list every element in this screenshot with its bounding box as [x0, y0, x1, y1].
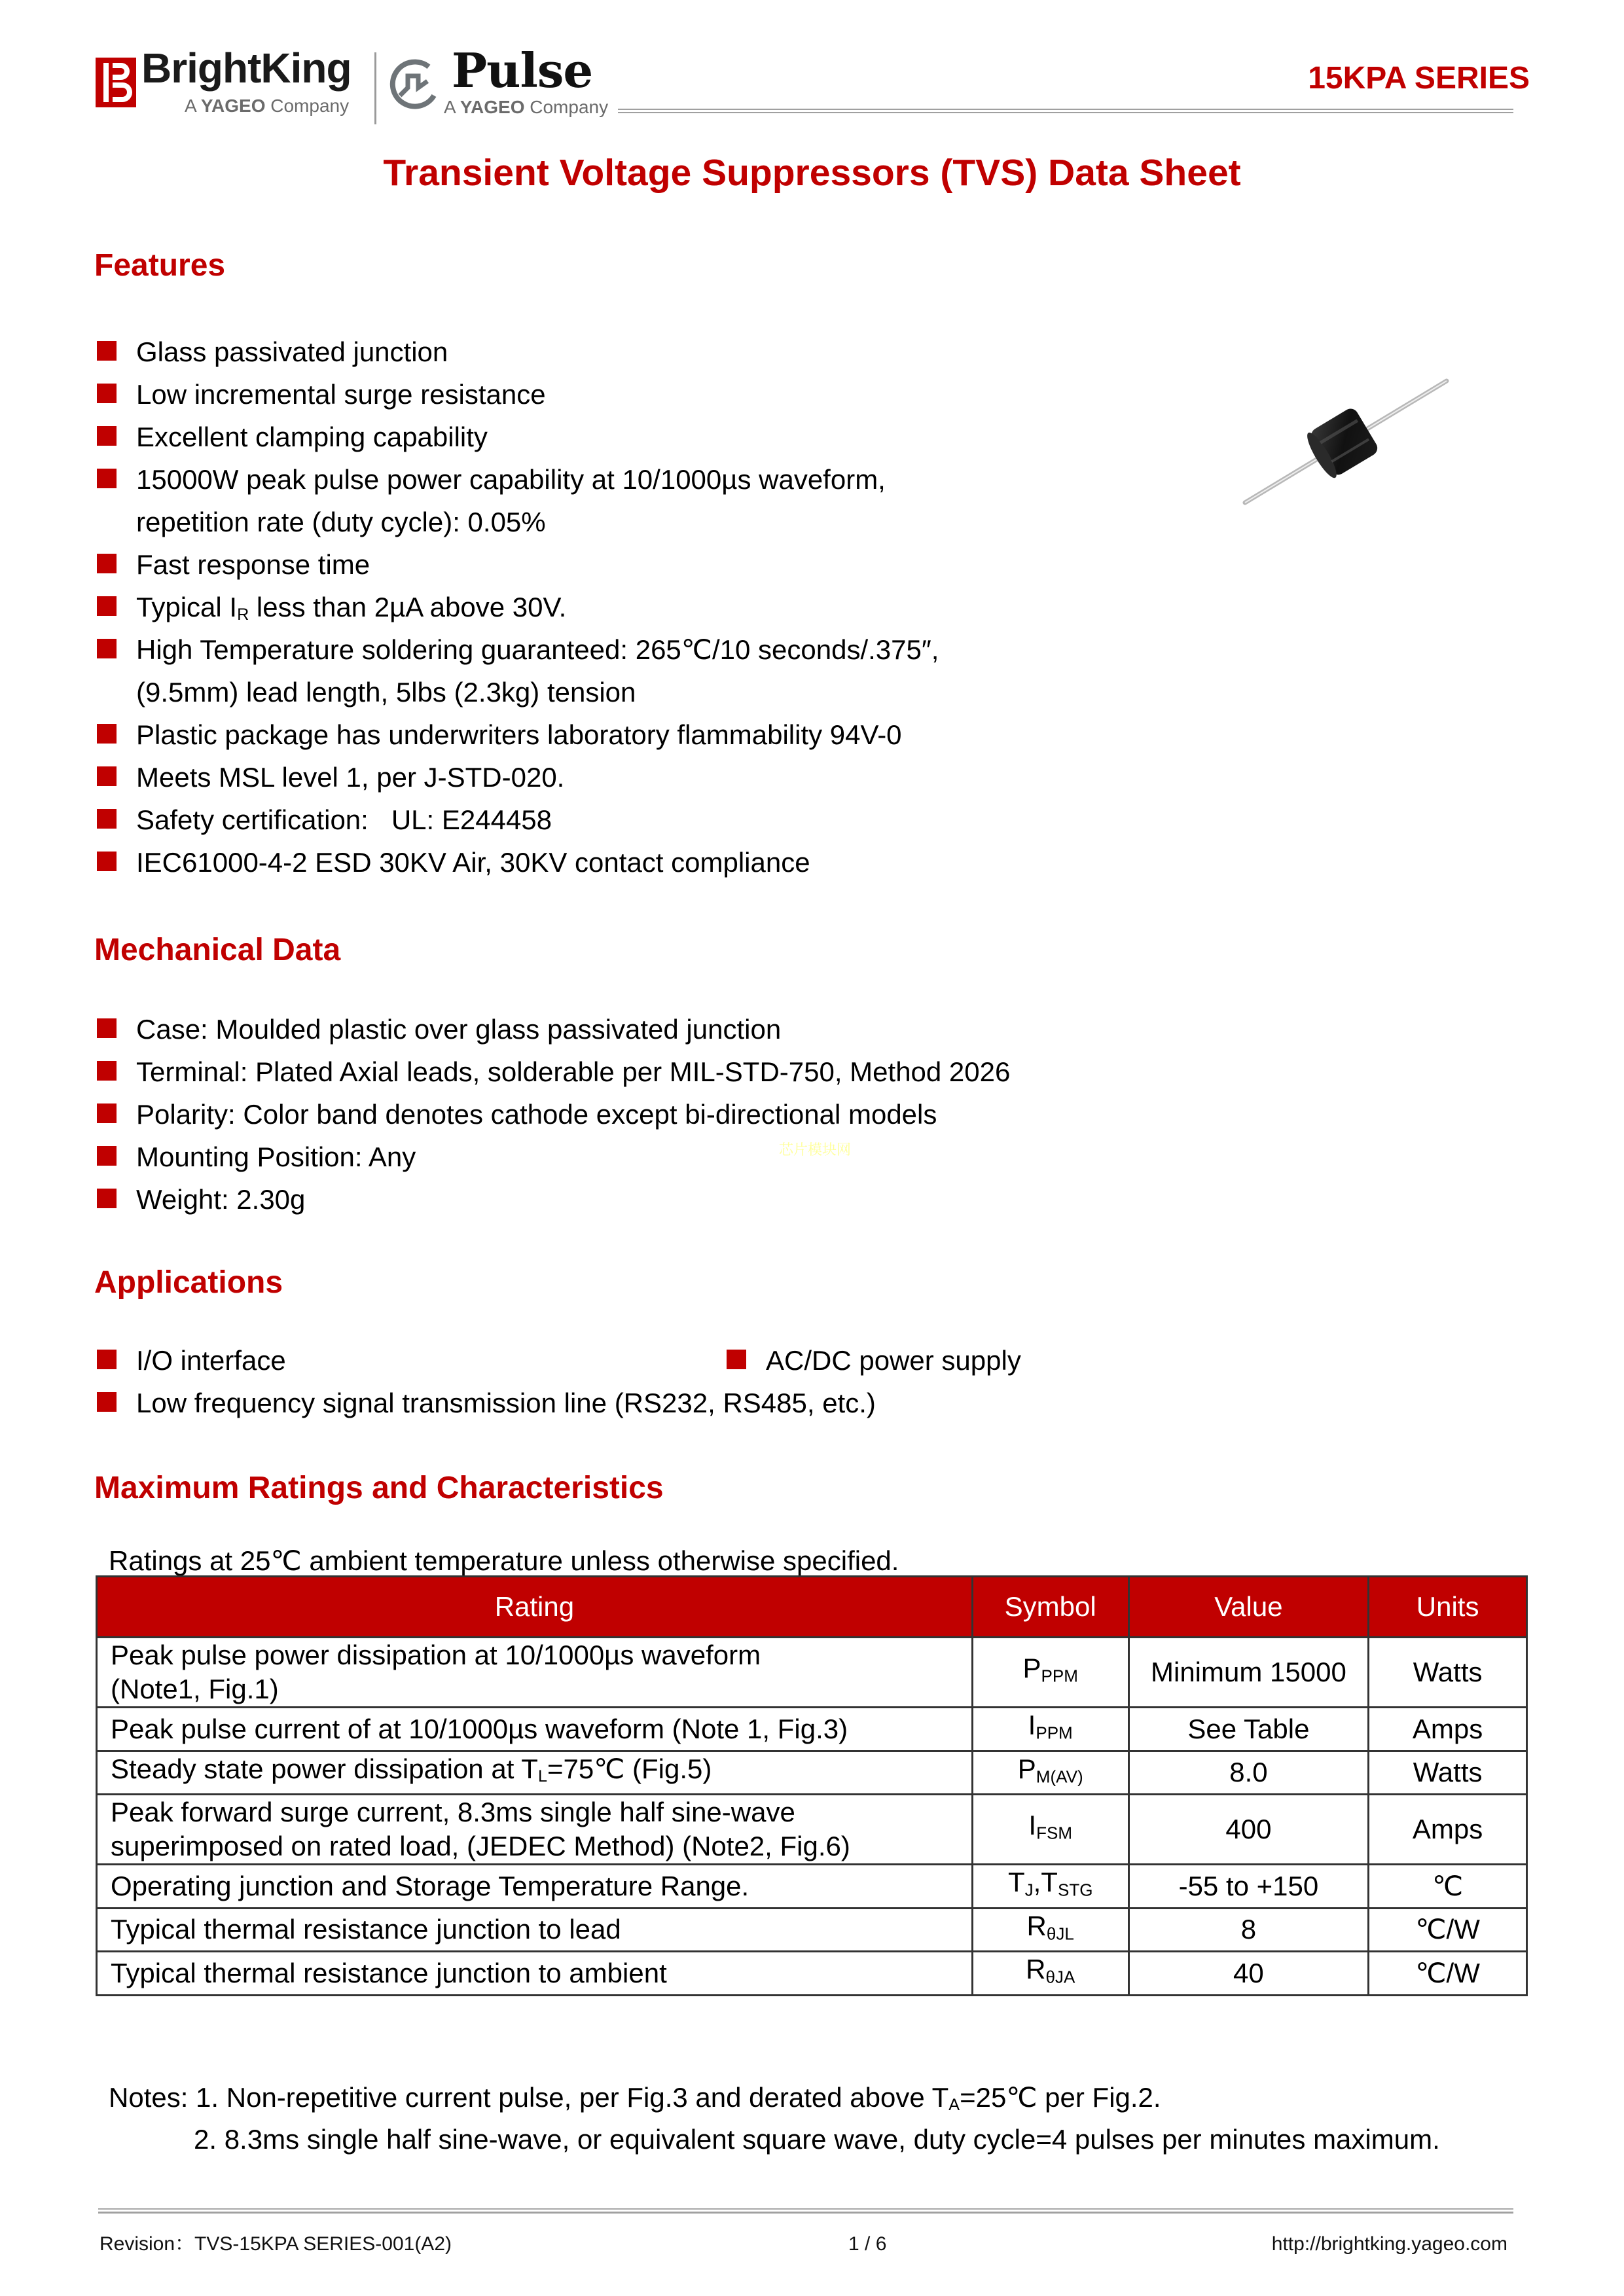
- footer-revision: Revision：TVS-15KPA SERIES-001(A2): [99, 2233, 452, 2255]
- table-row: [97, 1638, 1527, 1708]
- diode-product-image: [1231, 353, 1466, 517]
- feature-item: Meets MSL level 1, per J-STD-020.: [97, 756, 939, 798]
- pulse-logo-subtitle: A YAGEO Company: [444, 97, 609, 117]
- value-cell: See Table: [1128, 1708, 1369, 1751]
- units-cell: Watts: [1369, 1751, 1527, 1795]
- symbol-cell: IFSM: [972, 1795, 1128, 1865]
- rating-cell: Peak pulse current of at 10/1000µs waveform (Note 1, Fig.3): [97, 1708, 973, 1751]
- bullet-square-icon: [97, 1061, 117, 1081]
- table-row: [97, 1865, 1527, 1909]
- applications-list-col2: [727, 1339, 1021, 1382]
- bullet-square-icon: [97, 596, 117, 616]
- column-header-value: Value: [1128, 1577, 1369, 1638]
- value-cell: 8: [1128, 1908, 1369, 1952]
- ratings-caption: Ratings at 25℃ ambient temperature unless otherwise specified.: [109, 1545, 899, 1576]
- symbol-cell: IPPM: [972, 1708, 1128, 1751]
- mechanical-item: Mounting Position: Any: [97, 1136, 1010, 1178]
- bullet-square-icon: [97, 1350, 117, 1369]
- application-item: I/O interface: [97, 1339, 876, 1382]
- footer-url-link[interactable]: http://brightking.yageo.com: [1271, 2233, 1507, 2255]
- column-header-rating: Rating: [97, 1577, 973, 1638]
- mechanical-item: Polarity: Color band denotes cathode except bi-directional models: [97, 1093, 1010, 1136]
- bullet-square-icon: [97, 426, 117, 446]
- units-cell: Amps: [1369, 1795, 1527, 1865]
- mechanical-item: Case: Moulded plastic over glass passivated junction: [97, 1008, 1010, 1050]
- bullet-square-icon: [97, 852, 117, 871]
- units-cell: ℃/W: [1369, 1908, 1527, 1952]
- value-cell: 400: [1128, 1795, 1369, 1865]
- applications-heading: Applications: [94, 1265, 283, 1300]
- value-cell: 8.0: [1128, 1751, 1369, 1795]
- symbol-cell: RθJL: [972, 1908, 1128, 1952]
- table-row: [97, 1952, 1527, 1996]
- feature-item: IEC61000-4-2 ESD 30KV Air, 30KV contact compliance: [97, 841, 939, 884]
- bullet-square-icon: [97, 1018, 117, 1038]
- units-cell: ℃: [1369, 1865, 1527, 1909]
- bullet-square-icon: [97, 384, 117, 403]
- features-list: [97, 331, 939, 884]
- bullet-square-icon: [97, 809, 117, 829]
- brightking-logo-subtitle: A YAGEO Company: [185, 96, 350, 116]
- symbol-cell: PPPM: [972, 1638, 1128, 1708]
- rating-cell: Operating junction and Storage Temperature Range.: [97, 1865, 973, 1909]
- note-1: Notes: 1. Non-repetitive current pulse, per Fig.3 and derated above $T_A=25℃$ per Fig.2.: [109, 2082, 1161, 2115]
- feature-item: High Temperature soldering guaranteed: 265℃/10 seconds/.375″, (9.5mm) lead length, 5lbs (2.3kg) tension: [97, 628, 939, 713]
- feature-item: Glass passivated junction: [97, 331, 939, 373]
- feature-item: 15000W peak pulse power capability at 10/1000µs waveform, repetition rate (duty cycle): 0.05%: [97, 458, 939, 543]
- units-cell: ℃/W: [1369, 1952, 1527, 1996]
- brightking-logo-text: BrightKing: [141, 45, 352, 92]
- feature-item: Low incremental surge resistance: [97, 373, 939, 416]
- series-title: 15KPA SERIES: [1308, 61, 1530, 96]
- column-header-units: Units: [1369, 1577, 1527, 1638]
- bullet-square-icon: [97, 554, 117, 573]
- feature-item: Fast response time: [97, 543, 939, 586]
- logo-divider: [374, 52, 376, 124]
- table-row: [97, 1751, 1527, 1795]
- footer-page-number: 1 / 6: [848, 2233, 887, 2255]
- bullet-square-icon: [97, 469, 117, 488]
- bullet-square-icon: [97, 766, 117, 786]
- bullet-square-icon: [97, 1146, 117, 1166]
- mechanical-item: Weight: 2.30g: [97, 1178, 1010, 1221]
- value-cell: Minimum 15000: [1128, 1638, 1369, 1708]
- table-row: [97, 1708, 1527, 1751]
- table-row: [97, 1908, 1527, 1952]
- pulse-logo-text: Pulse: [452, 43, 593, 98]
- symbol-cell: PM(AV): [972, 1751, 1128, 1795]
- bullet-square-icon: [97, 724, 117, 744]
- symbol-cell: TJ,TSTG: [972, 1865, 1128, 1909]
- rating-cell: Steady state power dissipation at $T_L=75℃$ (Fig.5): [97, 1751, 973, 1795]
- mechanical-heading: Mechanical Data: [94, 933, 341, 967]
- feature-item: Typical $I_R$ less than 2µA above 30V.: [97, 586, 939, 628]
- units-cell: Amps: [1369, 1708, 1527, 1751]
- bullet-square-icon: [97, 1392, 117, 1412]
- features-heading: Features: [94, 248, 226, 283]
- feature-item: Plastic package has underwriters laboratory flammability 94V-0: [97, 713, 939, 756]
- ratings-heading: Maximum Ratings and Characteristics: [94, 1471, 664, 1505]
- rating-cell: Peak forward surge current, 8.3ms single half sine-wave superimposed on rated load, (JEDEC Method) (Note2, Fig.6): [97, 1795, 973, 1865]
- footer-divider: [98, 2208, 1513, 2214]
- mechanical-list: [97, 1008, 1010, 1221]
- bullet-square-icon: [97, 1189, 117, 1208]
- document-title: Transient Voltage Suppressors (TVS) Data Sheet: [383, 152, 1241, 194]
- header-divider: [618, 109, 1513, 113]
- rating-cell: Typical thermal resistance junction to ambient: [97, 1952, 973, 1996]
- pulse-logo-icon: [388, 58, 442, 111]
- table-row: [97, 1795, 1527, 1865]
- note-2: 2. 8.3ms single half sine-wave, or equivalent square wave, duty cycle=4 pulses per minutes maximum.: [194, 2124, 1440, 2155]
- column-header-symbol: Symbol: [972, 1577, 1128, 1638]
- bullet-square-icon: [727, 1350, 746, 1369]
- feature-item: Safety certification: UL: E244458: [97, 798, 939, 841]
- units-cell: Watts: [1369, 1638, 1527, 1708]
- application-item: Low frequency signal transmission line (RS232, RS485, etc.): [97, 1382, 876, 1424]
- value-cell: 40: [1128, 1952, 1369, 1996]
- mechanical-item: Terminal: Plated Axial leads, solderable per MIL-STD-750, Method 2026: [97, 1050, 1010, 1093]
- brightking-logo-icon: [96, 58, 136, 107]
- bullet-square-icon: [97, 1103, 117, 1123]
- bullet-square-icon: [97, 341, 117, 361]
- value-cell: -55 to +150: [1128, 1865, 1369, 1909]
- application-item: AC/DC power supply: [727, 1339, 1021, 1382]
- bullet-square-icon: [97, 639, 117, 658]
- rating-cell: Typical thermal resistance junction to lead: [97, 1908, 973, 1952]
- symbol-cell: RθJA: [972, 1952, 1128, 1996]
- rating-cell: Peak pulse power dissipation at 10/1000µs waveform (Note1, Fig.1): [97, 1638, 973, 1708]
- feature-item: Excellent clamping capability: [97, 416, 939, 458]
- watermark-text: 芯片模块网: [779, 1141, 852, 1158]
- ratings-table: [96, 1575, 1528, 1996]
- table-header-row: [97, 1577, 1527, 1638]
